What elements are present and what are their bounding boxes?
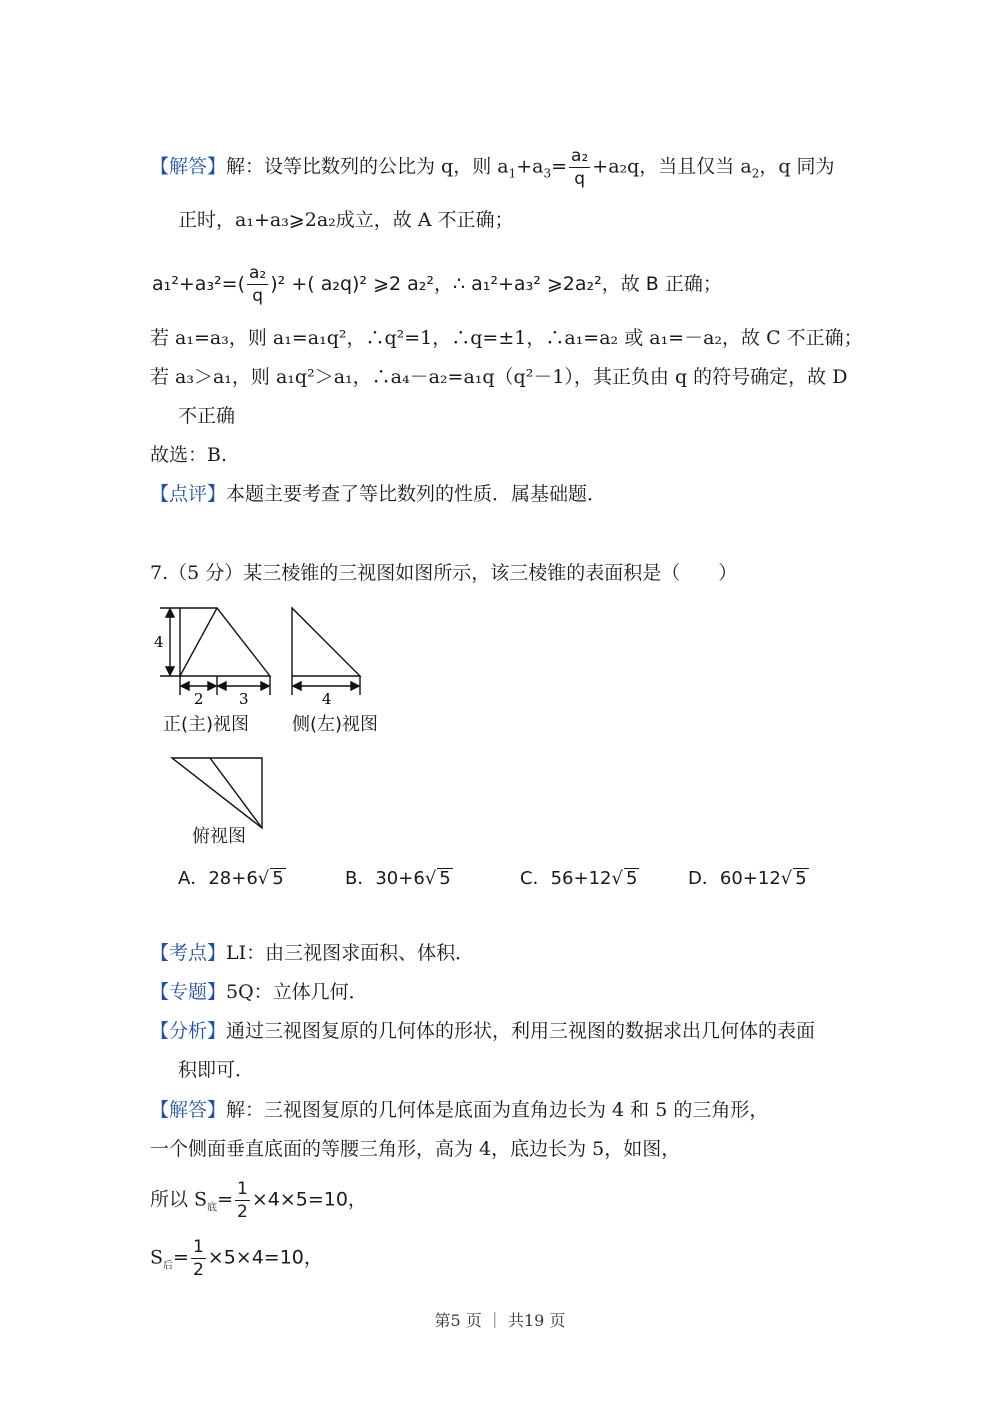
choice-d[interactable]: D．60+12√ 5: [688, 868, 807, 889]
area-base-line: 所以 $S_底=$ $\frac{1}{2}$ ×4×5=10，: [150, 1179, 367, 1222]
zhuanti-line: 【专题】5Q：立体几何．: [150, 981, 368, 1003]
tag-dianping: 【点评】: [150, 483, 227, 505]
choice-c[interactable]: C．56+12√ 5: [520, 868, 638, 889]
page-footer: 第5 页 ｜ 共19 页: [434, 1311, 566, 1330]
front-view: [160, 608, 270, 695]
comment-line: 【点评】本题主要考查了等比数列的性质．属基础题．: [150, 483, 607, 505]
kaodian-line: 【考点】LI：由三视图求面积、体积．: [150, 942, 475, 964]
fraction: $\frac{\text{a₂}}{q}$: [249, 263, 267, 306]
solution-line-3: a₁²+a₃²=( $\frac{\text{a₂}}{q}$ )² +( a₂q)² ⩾2 a₂²，∴ a₁²+a₃² ⩾2a₂²，故 B 正确；: [152, 263, 722, 306]
dim-height-label: 4: [154, 633, 164, 651]
side-view-label: 侧(左)视图: [292, 714, 379, 735]
fenxi-line: 【分析】通过三视图复原的几何体的形状，利用三视图的数据求出几何体的表面: [150, 1020, 816, 1042]
tag-jieda: 【解答】: [150, 155, 227, 178]
fraction-half: $\frac{1}{2}$: [236, 1179, 248, 1222]
choice-a[interactable]: A．28+6√ 5: [178, 868, 284, 889]
dim-right-label: 3: [239, 690, 249, 708]
fenxi-line-2: 积即可．: [178, 1059, 255, 1081]
fraction: $\frac{\text{a₂}}{q}$: [571, 146, 589, 189]
solution-line-2: 正时，a₁+a₃⩾2a₂成立，故 A 不正确；: [178, 209, 514, 231]
solution-line-6: 不正确: [178, 405, 236, 427]
top-view: [172, 758, 262, 828]
dim-side-label: 4: [322, 690, 332, 708]
solution-detail-line: 一个侧面垂直底面的等腰三角形，高为 4，底边长为 5，如图，: [150, 1138, 681, 1160]
solution-line-4: 若 a₁=a₃，则 a₁=a₁q²，∴q²=1，∴q=±1，∴a₁=a₂ 或 a₁=－a₂，故 C 不正确；: [150, 327, 863, 349]
top-view-label: 俯视图: [192, 826, 246, 847]
solution-line-1: 【解答】解：设等比数列的公比为 q，则 $a_1+a_3=$ $\frac{\text{a₂}}{q}$ +a₂q，当且仅当 $a_2$，q 同为: [150, 146, 835, 189]
front-view-label: 正(主)视图: [163, 714, 250, 735]
answer-line: 故选：B.: [150, 444, 228, 466]
jieda-line: 【解答】解：三视图复原的几何体是底面为直角边长为 4 和 5 的三角形，: [150, 1099, 769, 1121]
dim-left-label: 2: [194, 690, 204, 708]
area-back-line: $S_后=$ $\frac{1}{2}$ ×5×4=10，: [150, 1237, 323, 1280]
side-view: [292, 608, 360, 695]
question-stem: 7.（5 分）某三棱锥的三视图如图所示，该三棱锥的表面积是（ ）: [150, 562, 738, 584]
solution-line-5: 若 a₃＞a₁，则 a₁q²＞a₁，∴a₄－a₂=a₁q（q²－1），其正负由 q 的符号确定，故 D: [150, 366, 848, 388]
fraction-half: $\frac{1}{2}$: [192, 1237, 204, 1280]
choice-b[interactable]: B．30+6√ 5: [345, 868, 451, 889]
